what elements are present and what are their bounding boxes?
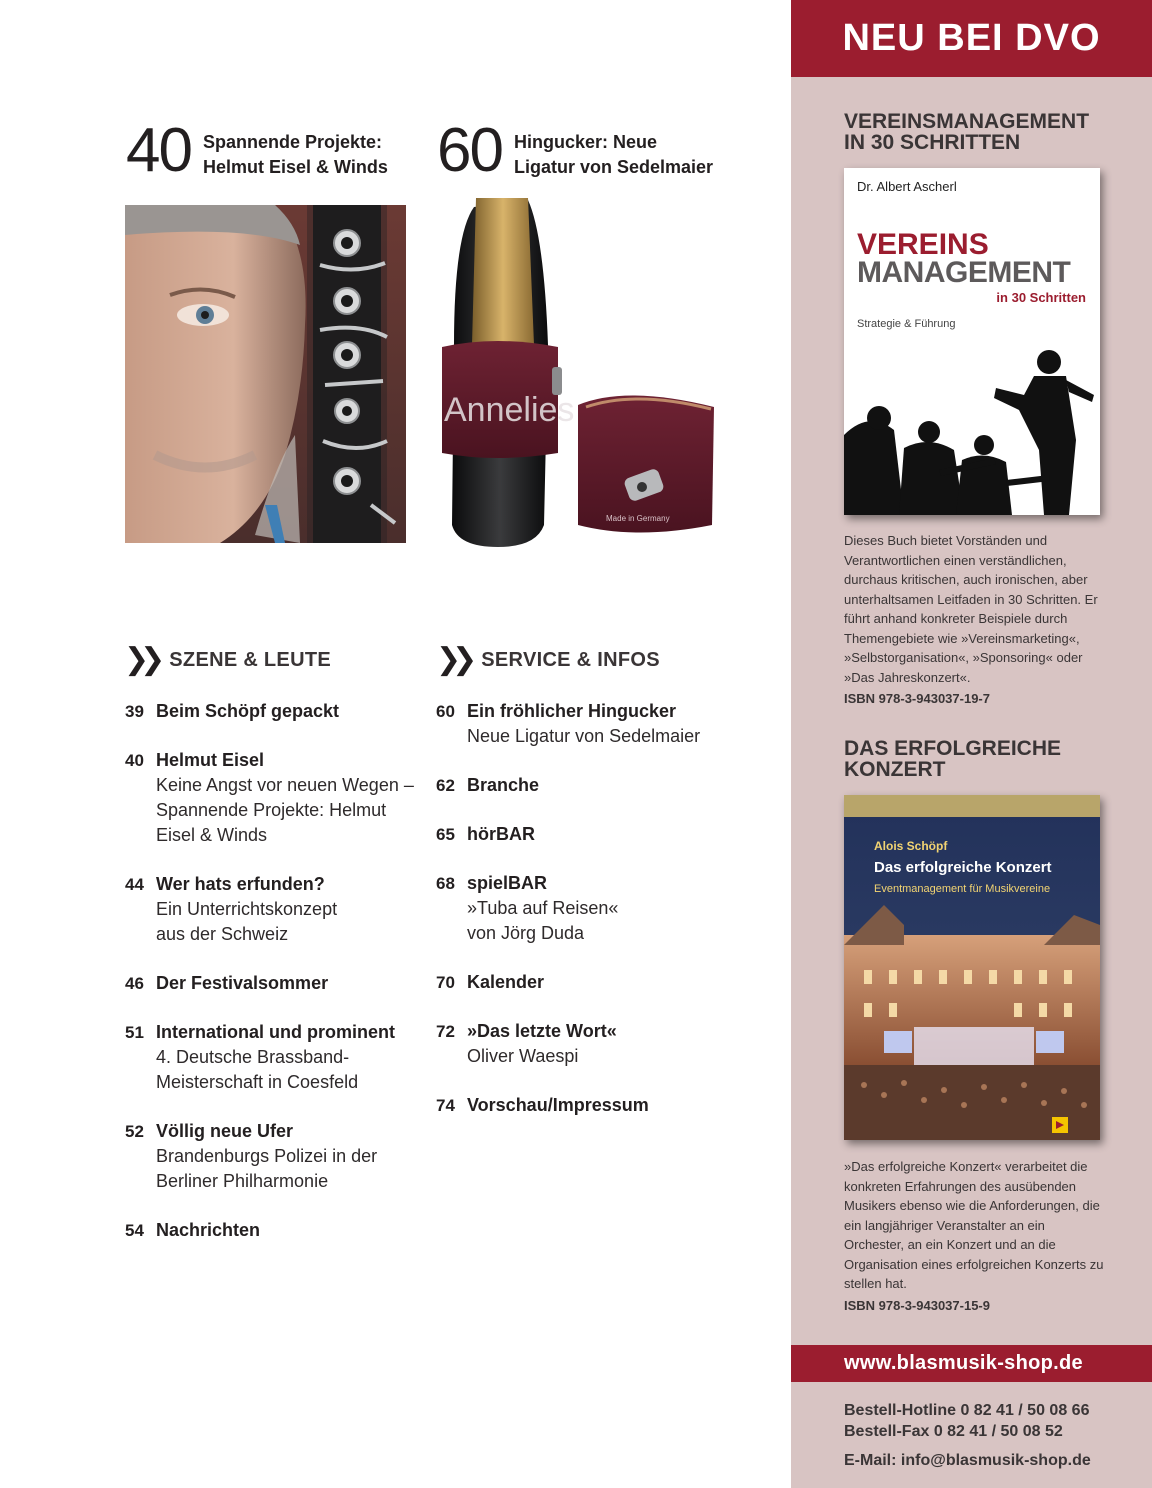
- portrait-clarinet-photo[interactable]: [125, 205, 406, 543]
- toc-subtitle: Keine Angst vor neuen Wegen – Spannende Projekte: Helmut Eisel & Winds: [156, 775, 414, 845]
- feature-title: [514, 120, 713, 180]
- toc-page-number: 39: [125, 702, 144, 721]
- toc-entry[interactable]: [125, 699, 415, 724]
- book-isbn: ISBN 978-3-943037-19-7: [844, 691, 990, 706]
- toc-entry[interactable]: [436, 699, 736, 749]
- toc-title: Der Festivalsommer: [156, 973, 329, 993]
- contact-info: [844, 1400, 1091, 1471]
- cover-tagline: Strategie & Führung: [857, 318, 956, 330]
- book-heading-line: KONZERT: [844, 758, 946, 781]
- toc-entry[interactable]: [125, 1119, 415, 1194]
- toc-title: Vorschau/Impressum: [467, 1095, 649, 1115]
- book-description-text: »Das erfolgreiche Konzert« verarbeitet die konkreten Erfahrungen des ausübenden Musikers ebenso wie die Anforderungen, die ein langjähriger Veranstalter an ein Orchester, an ein Konzert und an die Organisation eines erfolgreichen Konzerts zu stellen hat.: [844, 1159, 1104, 1291]
- shop-url-link[interactable]: www.blasmusik-shop.de: [791, 1345, 1152, 1382]
- toc-title: Ein fröhlicher Hingucker: [467, 701, 677, 721]
- toc-page-number: 72: [436, 1022, 455, 1041]
- toc-entry[interactable]: [125, 1020, 415, 1095]
- book-description: [844, 1157, 1106, 1315]
- book-description-text: Dieses Buch bietet Vorständen und Verantwortlichen einen verständlichen, durchaus kritischen, auch ironischen, aber unterhaltsamen Leitfaden in 30 Schritten. Er führt anhand konkreter Beispiele durch Themengebiete wie »Vereinsmarketing«, »Selbstorganisation«, »Sponsoring« oder »Das Jahreskonzert«.: [844, 533, 1098, 685]
- toc-title: Wer hats erfunden?: [156, 874, 325, 894]
- toc-subtitle: Brandenburgs Polizei in der Berliner Philharmonie: [156, 1146, 378, 1191]
- feature-teaser[interactable]: [126, 116, 388, 185]
- cover-subtitle: in 30 Schritten: [996, 290, 1086, 305]
- hotline-number[interactable]: Bestell-Hotline 0 82 41 / 50 08 66: [844, 1402, 1090, 1419]
- toc-entry[interactable]: [436, 871, 736, 946]
- toc-entry[interactable]: [125, 971, 415, 996]
- feature-title-line: Helmut Eisel & Winds: [202, 157, 388, 177]
- toc-page-number: 52: [125, 1122, 144, 1141]
- section-heading-text: SZENE & LEUTE: [169, 648, 331, 671]
- book-heading-line: IN 30 SCHRITTEN: [844, 131, 1021, 154]
- toc-subtitle: Neue Ligatur von Sedelmaier: [467, 726, 701, 746]
- toc-entry[interactable]: [436, 822, 736, 847]
- toc-entry[interactable]: [436, 1093, 736, 1118]
- toc-page-number: 51: [125, 1023, 144, 1042]
- toc-title: Branche: [467, 775, 540, 795]
- conductor-silhouette-icon: [844, 340, 1100, 515]
- cover-author: Dr. Albert Ascherl: [857, 179, 957, 194]
- section-heading-szene: [124, 645, 331, 675]
- toc-title: Völlig neue Ufer: [156, 1121, 294, 1141]
- toc-page-number: 60: [436, 702, 455, 721]
- toc-subtitle: Oliver Waespi: [467, 1046, 579, 1066]
- feature-title: [203, 120, 388, 180]
- toc-title: Beim Schöpf gepackt: [156, 701, 340, 721]
- book-heading-line: VEREINSMANAGEMENT: [844, 110, 1090, 133]
- toc-title: »Das letzte Wort«: [467, 1021, 617, 1041]
- feature-teaser[interactable]: [437, 116, 714, 185]
- ligature-label-text: Made in Germany: [606, 514, 670, 523]
- double-chevron-icon: ❯❯: [436, 643, 469, 676]
- section-heading-service: [436, 645, 660, 675]
- double-chevron-icon: ❯❯: [124, 643, 157, 676]
- toc-page-number: 65: [436, 825, 455, 844]
- sidebar-banner: NEU BEI DVO: [791, 0, 1152, 77]
- cover-title: VEREINS: [857, 228, 989, 261]
- toc-entry[interactable]: [436, 970, 736, 995]
- cover-author: Alois Schöpf: [874, 839, 948, 853]
- cover-subtitle: Eventmanagement für Musikvereine: [874, 883, 1051, 895]
- book-isbn: ISBN 978-3-943037-15-9: [844, 1297, 990, 1313]
- toc-page-number: 70: [436, 973, 455, 992]
- toc-title: hörBAR: [467, 824, 535, 844]
- dvo-sidebar: [791, 0, 1152, 1488]
- toc-entry[interactable]: [125, 748, 415, 848]
- feature-title-line: Hingucker: Neue: [513, 132, 658, 152]
- toc-list-szene: [125, 699, 415, 1243]
- toc-page-number: 46: [125, 974, 144, 993]
- feature-page-number: 40: [126, 116, 191, 185]
- section-heading-text: SERVICE & INFOS: [481, 648, 660, 671]
- toc-title: International und prominent: [156, 1022, 395, 1042]
- feature-title-line: Ligatur von Sedelmaier: [513, 157, 714, 177]
- toc-entry[interactable]: [125, 872, 415, 947]
- book-heading: [844, 111, 1134, 153]
- toc-title: Nachrichten: [156, 1220, 261, 1240]
- mouthpiece-label-text: Annelies: [444, 391, 575, 429]
- toc-page-number: 74: [436, 1096, 455, 1115]
- feature-page-number: 60: [437, 116, 502, 185]
- book-heading-line: DAS ERFOLGREICHE: [844, 737, 1062, 760]
- cover-title: Das erfolgreiche Konzert: [874, 859, 1052, 876]
- book-cover-erfolgreiche-konzert[interactable]: [844, 795, 1100, 1140]
- toc-entry[interactable]: [436, 773, 736, 798]
- fax-number: Bestell-Fax 0 82 41 / 50 08 52: [844, 1423, 1063, 1440]
- toc-list-service: [436, 699, 736, 1118]
- toc-title: Kalender: [467, 972, 545, 992]
- toc-entry[interactable]: [125, 1218, 415, 1243]
- toc-page-number: 54: [125, 1221, 144, 1240]
- mouthpiece-ligature-photo[interactable]: [436, 195, 721, 555]
- email-link[interactable]: E-Mail: info@blasmusik-shop.de: [844, 1452, 1091, 1469]
- toc-title: spielBAR: [467, 873, 548, 893]
- book-heading: [844, 738, 1134, 780]
- toc-title: Helmut Eisel: [156, 750, 265, 770]
- toc-page-number: 44: [125, 875, 144, 894]
- book-description: [844, 531, 1106, 709]
- toc-entry[interactable]: [436, 1019, 736, 1069]
- toc-subtitle: Ein Unterrichtskonzept aus der Schweiz: [156, 899, 338, 944]
- book-cover-vereinsmanagement[interactable]: [844, 168, 1100, 515]
- toc-subtitle: 4. Deutsche Brassband-Meisterschaft in Coesfeld: [156, 1047, 359, 1092]
- mouthpiece-illustration: [436, 195, 721, 555]
- toc-page-number: 40: [125, 751, 144, 770]
- toc-page-number: 68: [436, 874, 455, 893]
- cover-title: MANAGEMENT: [857, 256, 1071, 289]
- portrait-illustration: [125, 205, 406, 543]
- toc-subtitle: »Tuba auf Reisen« von Jörg Duda: [467, 898, 619, 943]
- toc-page-number: 62: [436, 776, 455, 795]
- feature-title-line: Spannende Projekte:: [202, 132, 383, 152]
